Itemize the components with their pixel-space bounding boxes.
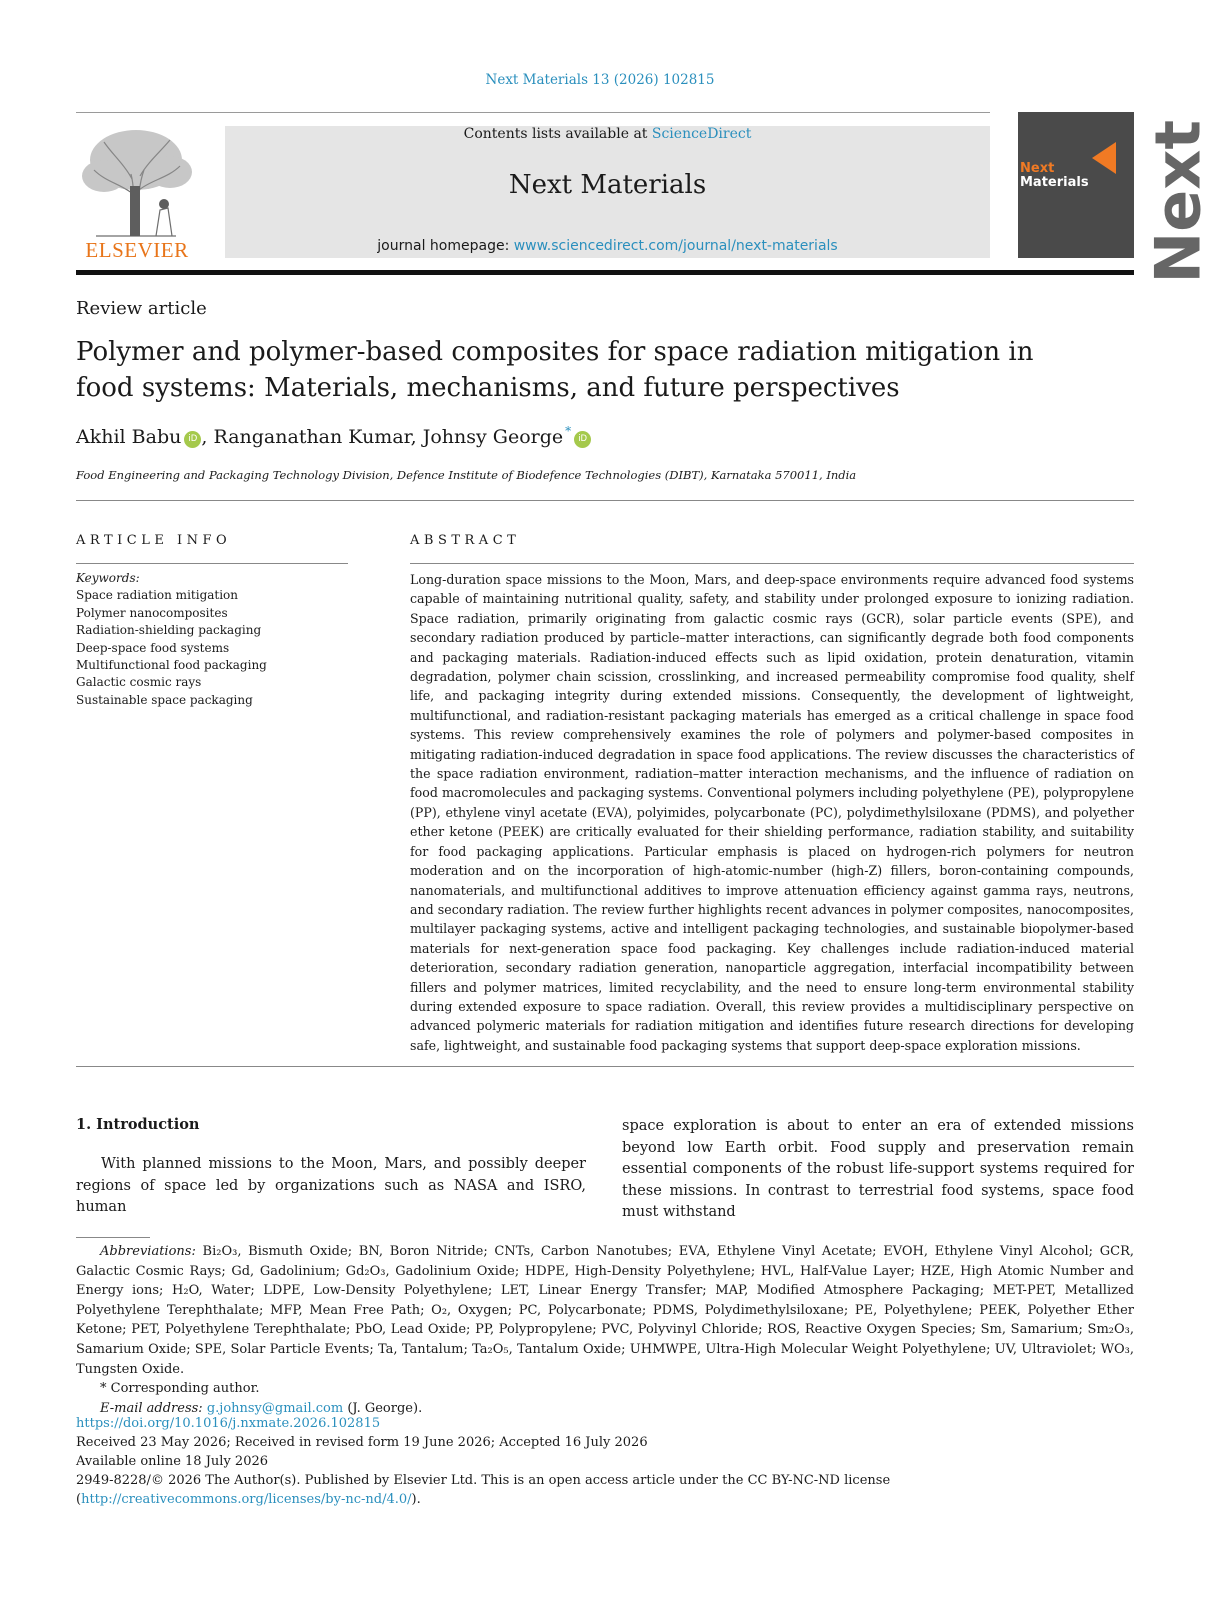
license-link[interactable]: http://creativecommons.org/licenses/by-nc-nd/4.0/ (81, 1492, 412, 1507)
journal-homepage-line (225, 238, 990, 254)
license-prefix: 2949-8228/© 2026 The Author(s). Published by Elsevier Ltd. This is an open access article under the CC BY-NC-ND license ( (76, 1473, 891, 1507)
contents-prefix: Contents lists available at (463, 126, 652, 142)
corresponding-author-mark[interactable]: * (565, 424, 572, 438)
orcid-icon[interactable]: iD (574, 431, 591, 448)
author-separator: , (201, 426, 208, 448)
abstract-bottom-divider (76, 1066, 1134, 1067)
article-title: Polymer and polymer-based composites for space radiation mitigation in food systems: Materials, mechanisms, and future perspectives (76, 337, 1034, 403)
corresponding-author-note: * Corresponding author. (100, 1381, 260, 1397)
footnote-divider (76, 1237, 150, 1238)
article-info-divider (76, 563, 348, 564)
available-online: Available online 18 July 2026 (76, 1454, 269, 1469)
introduction-column-1: With planned missions to the Moon, Mars, and possibly deeper regions of space led by organizations such as NASA and ISRO, human (76, 1156, 586, 1216)
sciencedirect-link[interactable]: ScienceDirect (651, 126, 752, 142)
email-link[interactable]: g.johnsy@gmail.com (206, 1400, 344, 1416)
abbreviations-label: Abbreviations: (100, 1244, 196, 1259)
keyword-item: Deep-space food systems (76, 640, 230, 655)
keywords-label: Keywords: (76, 571, 140, 585)
keywords-block (76, 570, 356, 709)
author-name[interactable]: Johnsy George (422, 426, 564, 448)
cover-title-materials: Materials (1020, 175, 1089, 190)
cover-chevron-icon (1092, 142, 1116, 174)
cover-title-next: Next (1020, 161, 1055, 176)
abstract-text: Long-duration space missions to the Moon, Mars, and deep-space environments require advanced food systems capable of maintaining nutritional quality, safety, and stability under prolonged exposure to ionizing radiation. Space radiation, primarily originating from galactic cosmic rays (GCR), solar particle events (SPE), and secondary radiation produced by particle–matter interactions, can significantly degrade both food components and packaging materials. Radiation-induced effects such as lipid oxidation, protein denaturation, vitamin degradation, polymer chain scission, crosslinking, and increased permeability compromise food quality, shelf life, and packaging integrity during extended missions. Consequently, the development of lightweight, multifunctional, and radiation-resistant packaging materials has emerged as a critical challenge in space food systems. This review comprehensively examines the role of polymers and polymer-based composites in mitigating radiation-induced degradation in space food applications. The review discusses the characteristics of the space radiation environment, radiation–matter interaction mechanisms, and the influence of radiation on food macromolecules and packaging systems. Conventional polymers including polyethylene (PE), polypropylene (PP), ethylene vinyl acetate (EVA), polyimides, polycarbonate (PC), polydimethylsiloxane (PDMS), and polyether ether ketone (PEEK) are critically evaluated for their shielding performance, radiation stability, and suitability for food packaging applications. Particular emphasis is placed on hydrogen-rich polymers for neutron moderation and on the incorporation of high-atomic-number (high-Z) fillers, boron-containing compounds, nanomaterials, and multifunctional additives to improve attenuation efficiency against gamma rays, neutrons, and secondary radiation. The review further highlights recent advances in polymer composites, nanocomposites, multilayer packaging systems, active and intelligent packaging technologies, and sustainable biopolymer-based materials for next-generation space food packaging. Key challenges include radiation-induced material deterioration, secondary radiation generation, nanoparticle aggregation, interfacial incompatibility between fillers and polymer matrices, limited recyclability, and the need to ensure long-term environmental stability during extended exposure to space radiation. Overall, this review provides a multidisciplinary perspective on advanced polymeric materials for radiation mitigation and identifies future research directions for developing safe, lightweight, and sustainable food packaging systems that support deep-space exploration missions. (410, 572, 1134, 1053)
abbreviations-footnote (76, 1242, 1134, 1379)
article-metadata (76, 1414, 1134, 1509)
footnotes (76, 1242, 1134, 1418)
top-divider (76, 112, 990, 113)
license-suffix: ). (411, 1492, 421, 1507)
email-label: E-mail address: (100, 1400, 203, 1416)
license-line (76, 1471, 1134, 1509)
abstract-divider (410, 563, 1134, 564)
author-list (76, 424, 591, 448)
section-divider (76, 500, 1134, 501)
doi-link[interactable]: https://doi.org/10.1016/j.nxmate.2026.102815 (76, 1416, 381, 1431)
journal-cover-thumbnail[interactable] (1018, 112, 1215, 284)
article-type: Review article (76, 298, 207, 319)
keyword-item: Multifunctional food packaging (76, 658, 267, 673)
received-dates: Received 23 May 2026; Received in revised form 19 June 2026; Accepted 16 July 2026 (76, 1435, 648, 1450)
article-info-heading: ARTICLE INFO (76, 533, 232, 548)
journal-name: Next Materials (508, 170, 707, 200)
author-separator: , (410, 426, 417, 448)
introduction-column-2: space exploration is about to enter an era of extended missions beyond low Earth orbit. Food supply and preservation remain essential components of the robust life-support systems required for these missions. In contrast to terrestrial food systems, space food must withstand (622, 1118, 1134, 1221)
keyword-item: Polymer nanocomposites (76, 605, 228, 620)
homepage-prefix: journal homepage: (377, 238, 514, 254)
keyword-item: Space radiation mitigation (76, 588, 239, 603)
affiliation: Food Engineering and Packaging Technology Division, Defence Institute of Biodefence Technologies (DIBT), Karnataka 570011, India (76, 468, 857, 482)
journal-reference[interactable]: Next Materials 13 (2026) 102815 (485, 72, 715, 88)
author-name[interactable]: Ranganathan Kumar (213, 426, 411, 448)
keyword-item: Galactic cosmic rays (76, 675, 202, 690)
abstract-heading: ABSTRACT (410, 533, 521, 548)
elsevier-wordmark: ELSEVIER (85, 238, 189, 262)
orcid-icon[interactable]: iD (184, 431, 201, 448)
cover-title (1020, 162, 1089, 190)
abbreviations-text: Bi₂O₃, Bismuth Oxide; BN, Boron Nitride; CNTs, Carbon Nanotubes; EVA, Ethylene Vinyl Acetate; EVOH, Ethylene Vinyl Alcohol; GCR, Galactic Cosmic Rays; Gd, Gadolinium; Gd₂O₃, Gadolinium Oxide; HDPE, High-Density Polyethylene; HVL, Half-Value Layer; HZE, High Atomic Number and Energy ions; H₂O, Water; LDPE, Low-Density Polyethylene; LET, Linear Energy Transfer; MAP, Modified Atmosphere Packaging; MET-PET, Metallized Polyethylene Terephthalate; MFP, Mean Free Path; O₂, Oxygen; PC, Polycarbonate; PDMS, Polydimethylsiloxane; PE, Polyethylene; PEEK, Polyether Ether Ketone; PET, Polyethylene Terephthalate; PbO, Lead Oxide; PP, Polypropylene; PVC, Polyvinyl Chloride; ROS, Reactive Oxygen Species; Sm, Samarium; Sm₂O₃, Samarium Oxide; SPE, Solar Particle Events; Ta, Tantalum; Ta₂O₅, Tantalum Oxide; UHMWPE, Ultra-High Molecular Weight Polyethylene; UV, Ultraviolet; WO₃, Tungsten Oxide. (76, 1244, 1134, 1377)
cover-large-word: Next (1142, 120, 1215, 284)
email-suffix: (J. George). (343, 1400, 423, 1416)
keyword-item: Radiation-shielding packaging (76, 623, 262, 638)
contents-available-line (225, 126, 990, 142)
journal-homepage-link[interactable]: www.sciencedirect.com/journal/next-materials (513, 238, 838, 254)
introduction-heading: 1. Introduction (76, 1116, 200, 1133)
keyword-item: Sustainable space packaging (76, 692, 253, 707)
author-name[interactable]: Akhil Babu (76, 426, 182, 448)
header-thick-divider (76, 270, 1134, 275)
